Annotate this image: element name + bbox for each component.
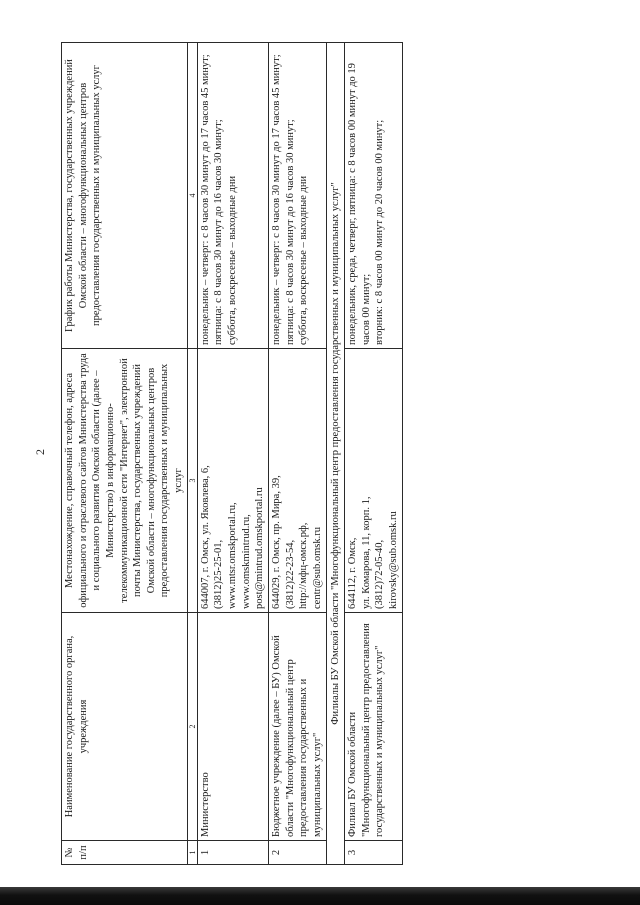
section-row (326, 43, 345, 865)
location-cell (345, 349, 403, 613)
address-line: 644029, г. Омск, пр. Мира, 39, (270, 475, 282, 609)
header-location: Местонахождение, справочный телефон, адреса официального и отраслевого сайтов Мннистерства труда и социального развития Омской области (далее – Министерство) в информационно-телекоммуникационной сети "Интернет", электронной почты Министерства, государственных учреждений Омской области – многофункциональных центров предоставления государственных и муниципальных услуг (62, 349, 188, 613)
phone-line: (3812)72-05-40, (374, 539, 386, 609)
document-sheet (61, 43, 579, 865)
organization-name: Бюджетное учреждение (далее – БУ) Омской области "Многофункциональный центр предоставления государственных и муниципальных услуг" (268, 613, 326, 841)
row-number: 2 (268, 841, 326, 865)
website-line: http://мфц-омск.рф, (298, 522, 310, 609)
email-line: centr@sub.omsk.ru (311, 527, 323, 609)
schedule-cell (197, 43, 268, 349)
page-number: 2 (33, 449, 47, 455)
section-title: Филиалы БУ Омской области "Многофункциональный центр предоставлення государственных и муниципальных услуг" (326, 43, 345, 865)
email-line: post@mintrud.omskportal.ru (254, 487, 266, 609)
table-row (268, 43, 326, 865)
schedule-line: понедельник, среда, четверг, пятница: с 8 часов 00 минут до 19 часов 00 минут; (347, 63, 372, 345)
column-number: 1 (187, 841, 197, 865)
table-header-row (62, 43, 188, 865)
schedule-line: пятница: с 8 часов 30 минут до 16 часов 30 минут; (284, 119, 296, 345)
column-number-row (187, 43, 197, 865)
header-name: Наименование государственного органа, учреждения (62, 613, 188, 841)
schedule-cell (345, 43, 403, 349)
mfc-schedule-table (61, 42, 403, 865)
column-number: 3 (187, 349, 197, 613)
scan-edge (0, 887, 640, 905)
column-number: 2 (187, 613, 197, 841)
column-number: 4 (187, 43, 197, 349)
organization-name: Филиал БУ Омской области "Многофункциональный центр предоставления государственных и муниципальных услуг" (345, 613, 403, 841)
website-line: www.omskmintrud.ru, (240, 514, 252, 609)
address-line: 644007, г. Омск, ул. Яковлева, 6, (199, 465, 211, 609)
table-row (345, 43, 403, 865)
row-number: 3 (345, 841, 403, 865)
row-number: 1 (197, 841, 268, 865)
organization-name: Министерство (197, 613, 268, 841)
schedule-line: суббота, воскресенье – выходные дни (227, 175, 239, 345)
schedule-line: суббота, воскресенье – выходные дни (298, 175, 310, 345)
schedule-line: понедельник – четверг: с 8 часов 30 минут до 17 часов 45 минут; (199, 54, 211, 345)
schedule-cell (268, 43, 326, 349)
email-line: kirovsky@sub.omsk.ru (388, 511, 400, 609)
schedule-line: пятница: с 8 часов 30 минут до 16 часов 30 минут; (213, 119, 225, 345)
address-line: ул. Комарова, 11, корп. 1, (360, 496, 372, 609)
schedule-line: понедельник – четверг: с 8 часов 30 минут до 17 часов 45 минут; (270, 54, 282, 345)
phone-line: (3812)22-23-54, (284, 539, 296, 609)
website-line: www.mtsr.omskportal.ru, (227, 502, 239, 609)
header-schedule: График работы Министерства, государственных учреждений Омской области – многофункциональных центров предоставления государственных и муниципальных услуг (62, 43, 188, 349)
address-line: 644112, г. Омск, (347, 537, 359, 609)
phone-line: (3812)25-25-01, (213, 539, 225, 609)
table-row (197, 43, 268, 865)
schedule-line: вторник: с 8 часов 00 минут до 20 часов 00 минут; (374, 119, 386, 345)
location-cell (197, 349, 268, 613)
location-cell (268, 349, 326, 613)
header-num: № п/п (62, 841, 188, 865)
